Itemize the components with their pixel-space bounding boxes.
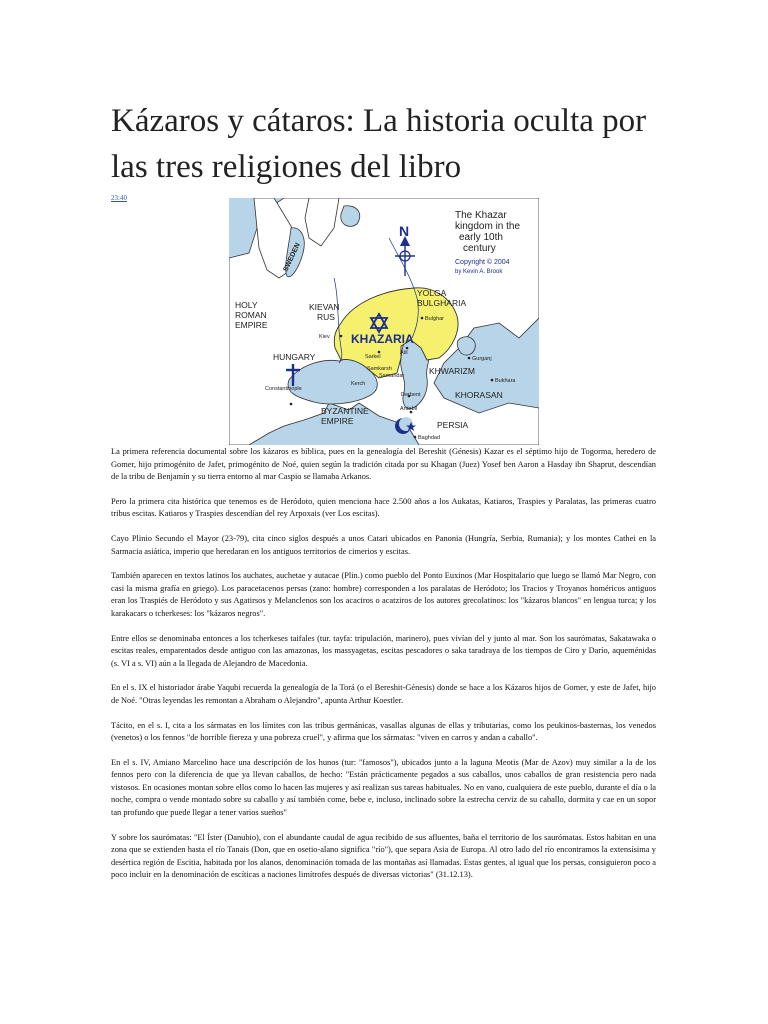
city-kerch: Kerch: [351, 381, 366, 387]
post-timestamp-link[interactable]: 23:40: [111, 194, 127, 202]
region-kievan-2: RUS: [317, 312, 335, 322]
city-dot-constantinople: [290, 403, 293, 406]
city-atil: Atil: [400, 350, 408, 356]
region-byzantine-2: EMPIRE: [321, 416, 354, 426]
region-hungary: HUNGARY: [273, 352, 316, 362]
paragraph: Tácito, en el s. I, cita a los sármatas en los límites con las tribus germánicas, vasallas algunas de ellas y tributarias, como los peukinos-basternas, los venedos (venetos) o los fennos "de horrible fiereza y una pobreza cruel", y afirma que los sármatas: "viven en carros y andan a caballo".: [111, 720, 656, 743]
paragraph: Entre ellos se denominaba entonces a los tcherkeses taifales (tur. tayfa: tripulación, marinero), pues vivían del y junto al mar. Son los saurómatas, Sakatawaka o escitas reales, emparentados desde antiguo con las amazonas, los massyagetas, escitas pescadores o saka taradraya de los tiempos de Ciro y Darío, aqueménidas (s. VI a s. VI) aún a la llegada de Alejandro de Macedonia.: [111, 633, 656, 668]
region-holy-roman-3: EMPIRE: [235, 320, 268, 330]
city-dot-bulghar: [421, 317, 424, 320]
region-persia: PERSIA: [437, 420, 469, 430]
city-dot-kiev: [340, 335, 343, 338]
region-holy-roman-2: ROMAN: [235, 310, 267, 320]
map-heading-line-2: kingdom in the: [455, 221, 521, 232]
region-yolga-1: YOLGA: [417, 288, 447, 298]
paragraph: Cayo Plinio Secundo el Mayor (23-79), cita cinco siglos después a unos Catari ubicados en Panonia (Hungría, Serbia, Rumania); y los montes Cathei en la Sarmacia asiática, imperio que heredaran en los antiguos territorios de cimerios y escitas.: [111, 533, 656, 556]
map-heading-line-1: The Khazar: [455, 210, 507, 221]
city-samandar: Samandar: [379, 373, 405, 379]
compass-north-label: N: [399, 223, 410, 239]
region-holy-roman-1: HOLY: [235, 300, 258, 310]
region-yolga-2: BULGHARIA: [417, 298, 467, 308]
article-body: [111, 446, 656, 894]
region-khorasan: KHORASAN: [455, 390, 503, 400]
map-author: by Kevin A. Brook: [455, 269, 503, 275]
khazar-kingdom-map: [229, 198, 539, 445]
region-byzantine-1: BYZANTINE: [321, 406, 369, 416]
city-dot-baghdad: [414, 436, 417, 439]
city-dot-atil: [406, 347, 409, 350]
city-sarkel: Sarkel: [365, 354, 381, 360]
paragraph: En el s. IX el historiador árabe Yaqubi recuerda la genealogía de la Torá (o el Bereshit-Génesis) donde se hace a los Kázaros hijos de Gomer, y este de Jafet, hijo de Noé. "Otras leyendas les remontan a Abraham o Alejandro", apunta Arthur Koestler.: [111, 683, 656, 705]
map-copyright: Copyright © 2004: [455, 259, 510, 266]
city-constantinople: Constantinople: [265, 386, 302, 392]
city-dot-gurganj: [468, 357, 471, 360]
article-title: Kázaros y cátaros: La historia oculta por las tres religiones del libro: [111, 103, 647, 185]
city-dot-sarkel: [378, 351, 381, 354]
paragraph: En el s. IV, Amiano Marcelino hace una descripción de los hunos (tur: "famosos"), ubicados junto a la laguna Meotis (Mar de Azov) muy similar a la de los fennos pero con la diferencia de que ya llevan caballos, de hecho: "Están prácticamente pegados a sus caballos, unos caballos de gran resistencia pero nada vistosos. En ocasiones montan sobre ellos como lo hacen las mujeres y así realizan sus tareas habituales. No en vano, cualquiera de este pueblo, durante el día o la noche, compra o vende montado sobre su caballo y así también come, bebe e, incluso, inclinado sobre la estrecha cerviz de su caballo, dormita y cae en un sopor tan profundo que puede llegar a tener varios sueños": [111, 757, 656, 818]
city-derbent: Derbent: [401, 392, 421, 398]
city-baghdad: Baghdad: [418, 435, 441, 441]
city-kiev: Kiev: [319, 334, 330, 340]
map-heading-line-3: early 10th: [459, 232, 503, 243]
region-sweden: SWEDEN: [282, 242, 302, 273]
city-samkarsh: Samkarsh: [367, 366, 392, 372]
region-kievan-1: KIEVAN: [309, 302, 340, 312]
city-dot-bukhara: [491, 379, 494, 382]
paragraph: También aparecen en textos latinos los auchates, auchetae y autacae (Plin.) como pueblo del Ponto Euxinos (Mar Hospitalario que luego se llamó Mar Negro, con casi la misma grafía en griego). Los paracetacenos persas (zano: hombre) corresponden a los paralatas de Heródoto; los Tracios y Troyanos homéricos antiguos eran los Traspiés de Heródoto y sus Agatirsos y Melanclenos son los acaciros o acatziros de los autores grecolatinos: los "kázaros blancos" en lengua turca; y los karakacars o tcherkeses: los "kázaros negros".: [111, 571, 656, 618]
city-gurganj: Gurganj: [472, 356, 492, 362]
region-khwarizm: KHWARIZM: [429, 366, 475, 376]
map-heading-line-4: century: [463, 243, 496, 254]
city-ardebil: Ardebil: [400, 406, 418, 412]
paragraph: La primera referencia documental sobre los kázaros es bíblica, pues en la genealogía del Bereshit (Génesis) Kazar es el séptimo hijo de Togorma, heredero de Gomer, hijo primogénito de Jafet, primogénito de Noé, quien según la tradición citada por su Khagan (Juez) Yosef ben Aaron a Hasday ibn Shaprut, descendían de la tribu de Benjamín y su tierra entorno al mar Caspio se llamaba Arkanos.: [111, 447, 656, 482]
paragraph: Pero la primera cita histórica que tenemos es de Heródoto, quien menciona hace 2.500 años a los Aukatas, Katiaros, Traspies y Paralatas, las primeras cuatro tribus escitas. Katiaros y Traspies descendían del rey Arpoxais (ver Los escitas).: [111, 496, 656, 519]
region-khazaria: KHAZARIA: [351, 332, 414, 346]
paragraph: Y sobre los saurómatas: "El Íster (Danubio), con el abundante caudal de agua recibido de sus afluentes, baña el territorio de los saurómatas. Estos habitan en una zona que se extienden hasta el río Tanais (Don, que en osetio-alano significa "río"), que separa Asia de Europa. Al otro lado del río encontramos la extensísima y desértica región de Escitia, habitada por los alanos, denominación tomada de las montañas así llamadas. Estas gentes, al igual que los persas, consiguieron poco a poco incluir en la denominación de escíticas a naciones limítrofes después de diversas victorias" (31.12.13).: [111, 832, 656, 880]
map-white-sea: [341, 206, 360, 227]
city-bukhara: Bukhara: [495, 378, 516, 384]
city-bulghar: Bulghar: [425, 316, 444, 322]
